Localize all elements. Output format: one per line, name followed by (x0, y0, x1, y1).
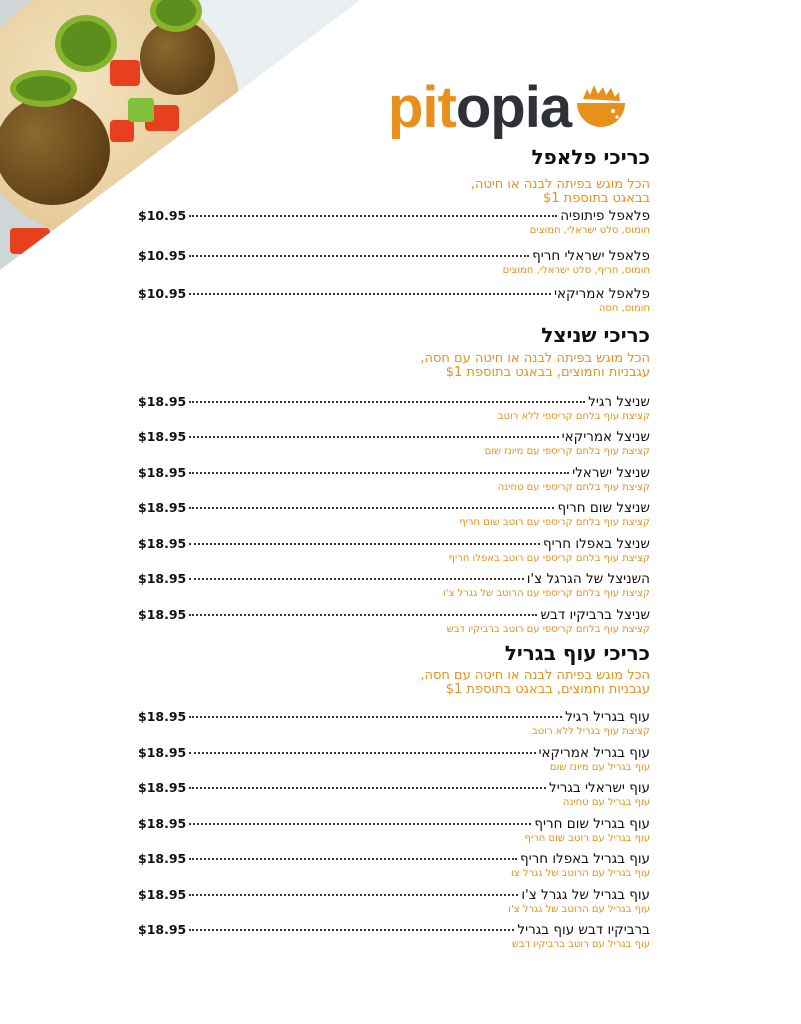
tomato-piece (110, 60, 140, 86)
dot-leader (189, 823, 531, 825)
menu-item (138, 536, 650, 566)
item-name: עוף בגריל רגיל (565, 709, 650, 725)
dot-leader (189, 894, 518, 896)
section-title-schnitzel: כריכי שניצל (541, 323, 650, 347)
dot-leader (189, 578, 524, 580)
item-description: קציצת עוף בלחם קריספי עם טחינה (497, 482, 650, 493)
dot-leader (189, 614, 537, 616)
section-note-line: הכל מוגש בפיתה לבנה או חיטה עם חסה, (420, 668, 650, 683)
item-price: $10.95 (138, 286, 187, 301)
item-price: $18.95 (138, 887, 187, 902)
item-name: עוף בגריל של גגרל צ'ו (521, 887, 650, 903)
item-price: $18.95 (138, 709, 187, 724)
tomato-piece (110, 120, 134, 142)
item-name: שניצל באפלו חריף (543, 536, 650, 552)
item-price: $18.95 (138, 922, 187, 937)
menu-item (138, 248, 650, 278)
dot-leader (189, 472, 569, 474)
item-description: עוף בגריל עם הרוטב של גגרל צו (511, 868, 650, 879)
item-name: פלאפל פיתופיה (560, 208, 650, 224)
menu-item (138, 745, 650, 775)
pitopia-logo (388, 72, 627, 142)
item-name: עוף בגריל שום חריף (534, 816, 650, 832)
tomato-piece (10, 228, 50, 254)
item-price: $18.95 (138, 745, 187, 760)
section-note-line: הכל מוגש בפיתה לבנה או חיטה, (470, 177, 650, 192)
item-price: $18.95 (138, 571, 187, 586)
section-note-falafel (138, 178, 650, 206)
item-price: $18.95 (138, 851, 187, 866)
logo-text-opia: opia (455, 74, 572, 140)
section-note-grilled-chicken (138, 669, 650, 697)
menu-item (138, 780, 650, 810)
item-description: עוף בגריל עם רוטב שום חריף (524, 833, 650, 844)
cucumber-piece (128, 98, 154, 122)
item-price: $18.95 (138, 500, 187, 515)
jalapeno-slice (55, 15, 117, 72)
menu-item (138, 709, 650, 739)
menu-item (138, 286, 650, 316)
dot-leader (189, 255, 529, 257)
dot-leader (189, 787, 546, 789)
section-note-line: בבאגט בתוספת $1 (542, 191, 650, 206)
item-description: עוף בגריל עם רוטב ברביקיו דבש (511, 939, 650, 950)
menu-item (138, 208, 650, 238)
menu-item (138, 429, 650, 459)
item-name: שניצל רגיל (588, 394, 650, 410)
item-price: $18.95 (138, 816, 187, 831)
menu-item (138, 394, 650, 424)
item-name: עוף בגריל באפלו חריף (519, 851, 650, 867)
item-description: קציצת עוף בלחם קריספי עם רוטב באפלו חריף (448, 553, 650, 564)
section-note-line: עגבניות וחמוצים, בבאגט בתוספת $1 (445, 682, 650, 697)
menu-item (138, 851, 650, 881)
dot-leader (189, 858, 517, 860)
item-description: חומוס, חסה (598, 303, 650, 314)
item-description: קציצת עוף בלחם קריספי עם הרוטב של גגרל צ'ו (443, 588, 650, 599)
item-description: קציצת עוף בלחם קריספי ללא רוטב (497, 411, 650, 422)
item-price: $18.95 (138, 607, 187, 622)
dot-leader (189, 716, 562, 718)
item-description: קציצת עוף בלחם קריספי עם רוטב ברביקיו דבש (446, 624, 650, 635)
item-price: $18.95 (138, 394, 187, 409)
item-name: שניצל ישראלי (572, 465, 650, 481)
item-name: שניצל אמריקאי (561, 429, 650, 445)
item-price: $18.95 (138, 536, 187, 551)
dot-leader (189, 401, 585, 403)
item-price: $18.95 (138, 465, 187, 480)
dot-leader (189, 543, 540, 545)
dot-leader (189, 215, 557, 217)
section-note-schnitzel (138, 352, 650, 380)
item-name: פלאפל ישראלי חריף (532, 248, 650, 264)
logo-text-pit: pit (388, 74, 456, 140)
item-description: קציצת עוף בלחם קריספי עם רוטב שום חריף (459, 517, 650, 528)
menu-item (138, 500, 650, 530)
menu-item (138, 571, 650, 601)
item-name: השניצל של הגרגל צ'ו (526, 571, 650, 587)
jalapeno-slice (10, 70, 77, 107)
bowl-logo-icon (575, 79, 627, 135)
dot-leader (189, 436, 558, 438)
section-title-grilled-chicken: כריכי עוף בגריל (504, 641, 650, 665)
item-price: $18.95 (138, 780, 187, 795)
item-name: שניצל שום חריף (557, 500, 650, 516)
dot-leader (189, 507, 554, 509)
item-name: פלאפל אמריקאי (554, 286, 650, 302)
menu-item (138, 816, 650, 846)
item-price: $18.95 (138, 429, 187, 444)
dot-leader (189, 752, 535, 754)
item-description: חומוס, סלט ישראלי, חמוצים (529, 225, 650, 236)
item-name: עוף ישראלי בגריל (549, 780, 650, 796)
falafel-ball (0, 95, 110, 205)
item-name: עוף בגריל אמריקאי (538, 745, 650, 761)
item-description: עוף בגריל עם מיונז שום (549, 762, 650, 773)
item-description: קציצת עוף בלחם קריספי עם מיונז שום (484, 446, 650, 457)
item-name: שניצל ברביקיו דבש (540, 607, 650, 623)
item-description: חומוס, חריף, סלט ישראלי, חמוצים (502, 265, 650, 276)
item-description: עוף בגריל עם טחינה (562, 797, 650, 808)
menu-item (138, 465, 650, 495)
dot-leader (189, 293, 551, 295)
menu-item (138, 607, 650, 637)
menu-item (138, 922, 650, 952)
item-price: $10.95 (138, 248, 187, 263)
item-name: ברביקיו דבש עוף בגריל (517, 922, 650, 938)
item-description: קציצת עוף בגריל ללא רוטב (531, 726, 650, 737)
menu-item (138, 887, 650, 917)
item-price: $10.95 (138, 208, 187, 223)
section-note-line: עגבניות וחמוצים, בבאגט בתוספת $1 (445, 365, 650, 380)
dot-leader (189, 929, 514, 931)
section-note-line: הכל מוגש בפיתה לבנה או חיטה עם חסה, (420, 351, 650, 366)
item-description: עוף בגריל עם הרוטב של גגרל צ'ו (508, 904, 650, 915)
section-title-falafel: כריכי פלאפל (531, 145, 650, 169)
